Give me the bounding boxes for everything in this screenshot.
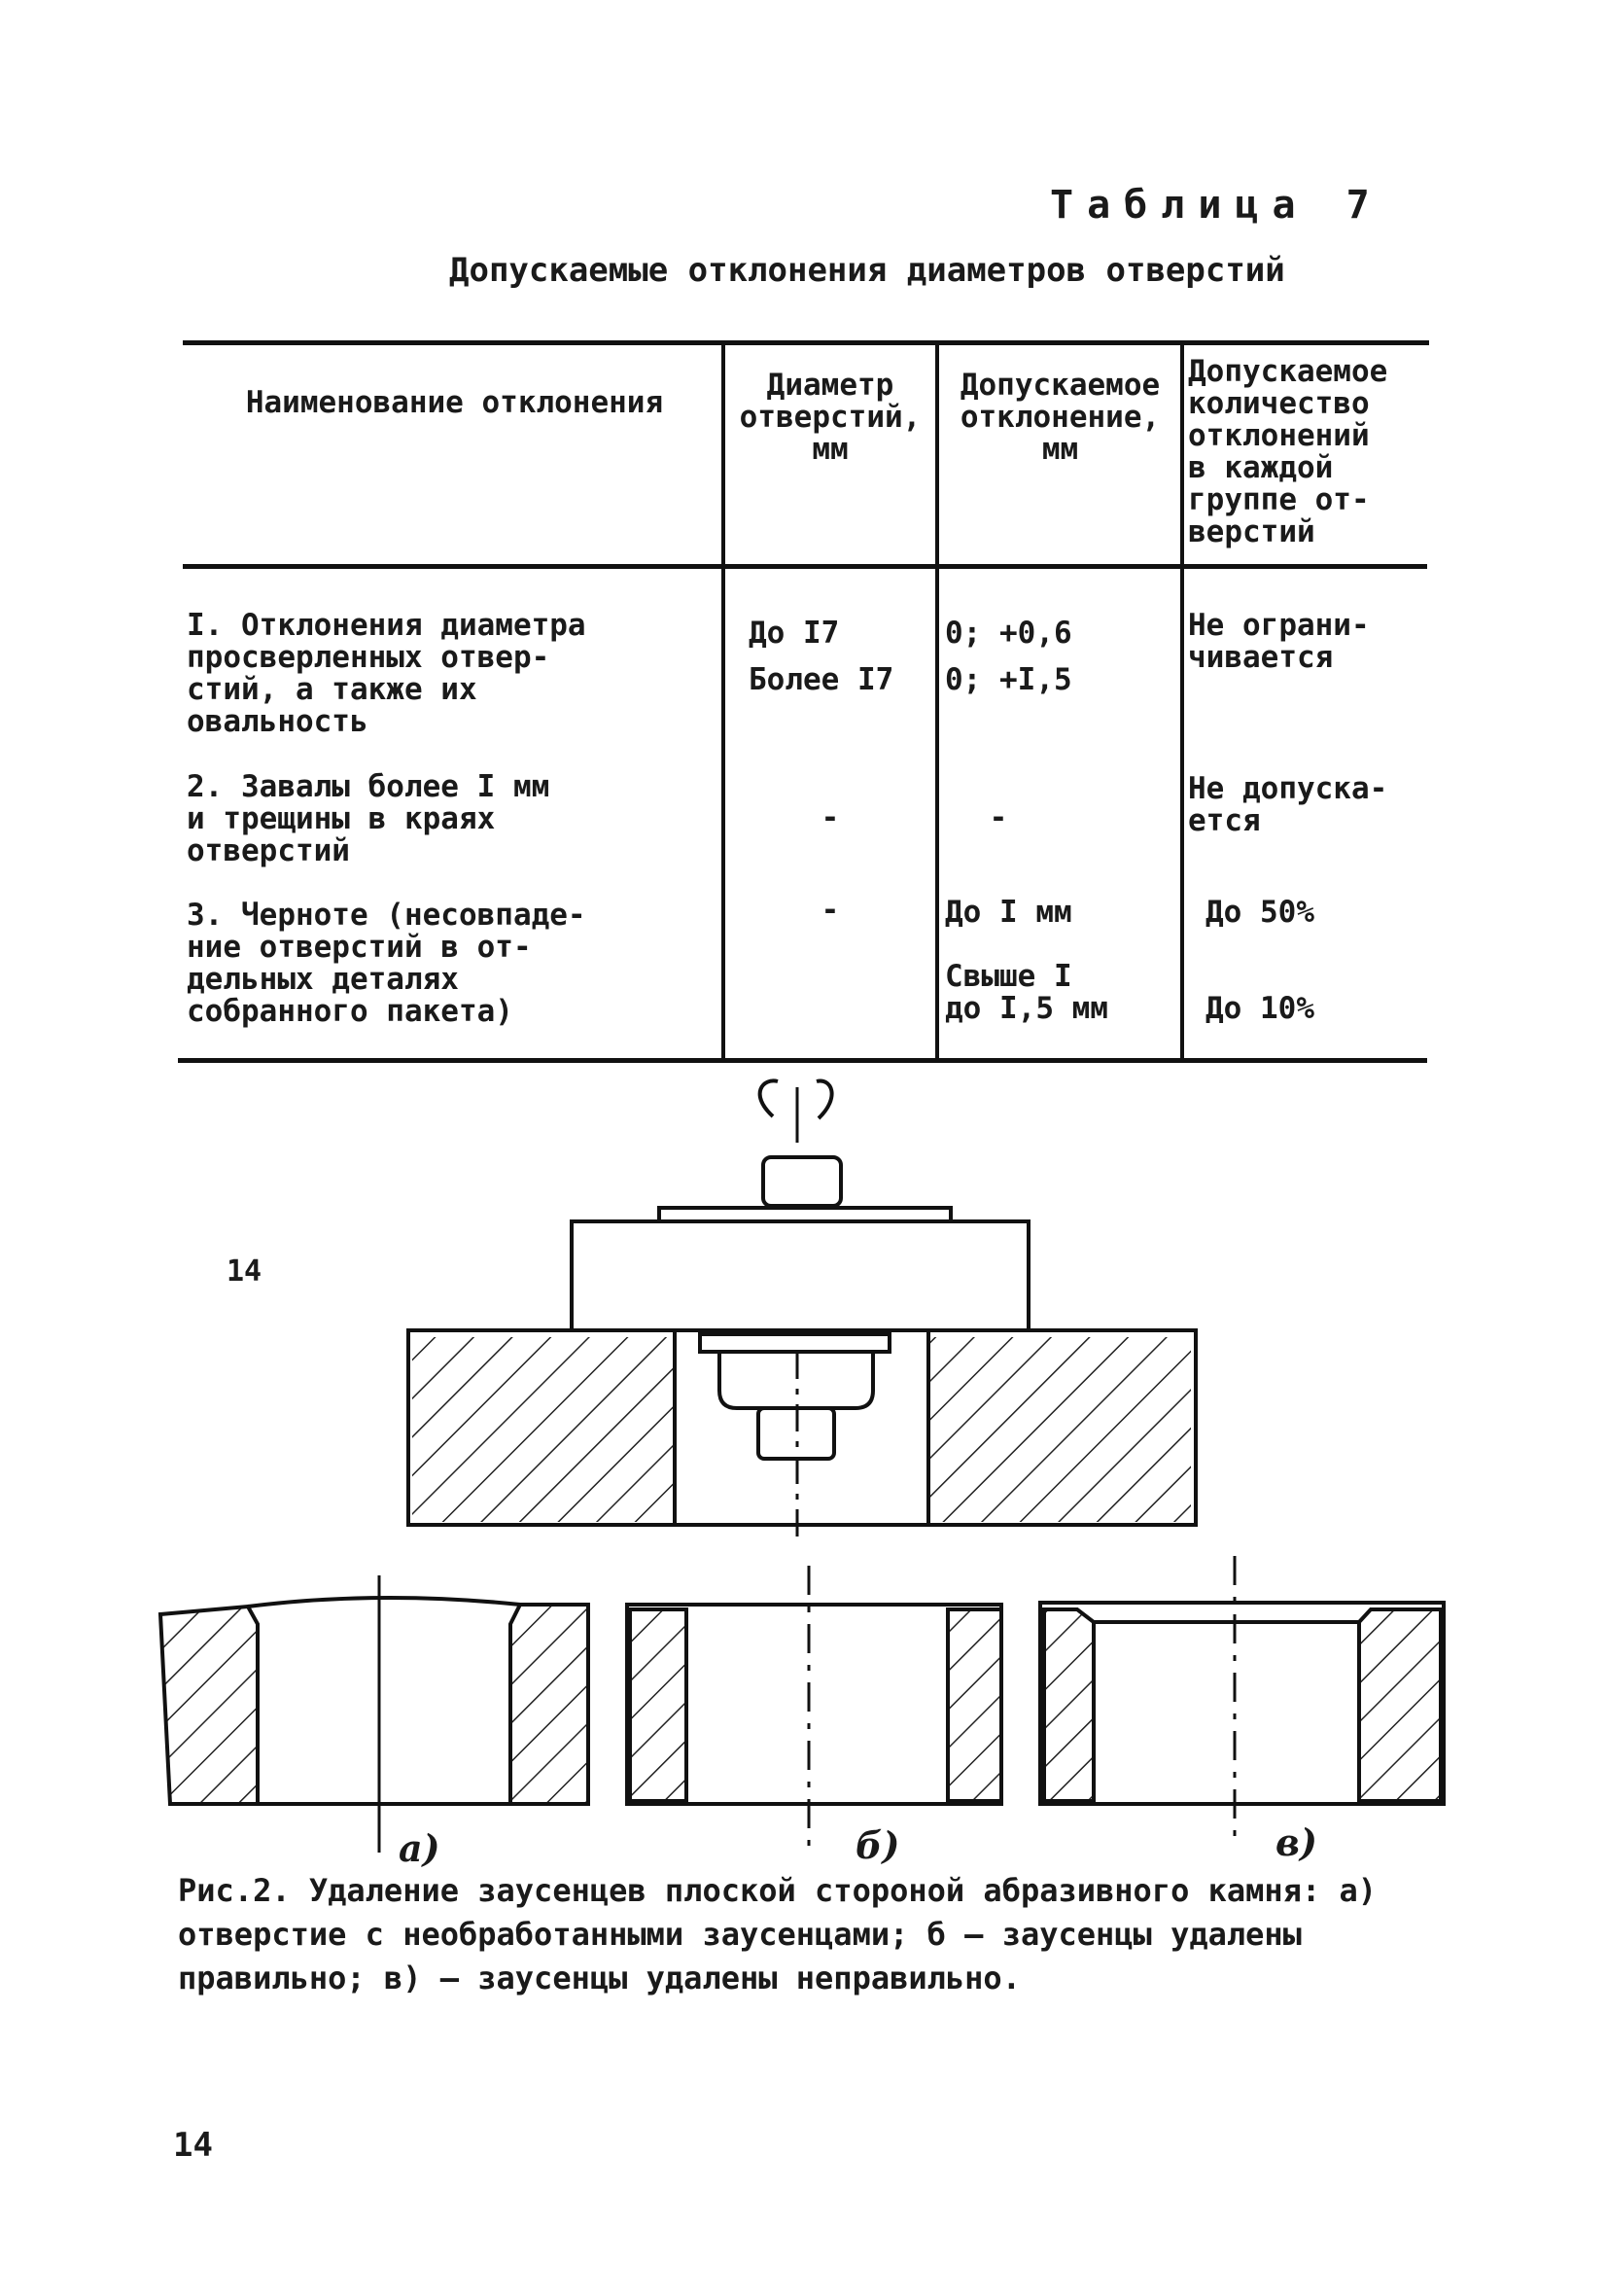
header-allowed-deviation: Допускаемое отклонение, мм [960, 368, 1161, 467]
header-allowed-count: Допускаемое количество отклонений в каждой группе от- верстий [1188, 354, 1388, 549]
stray-page-mark: 14 [227, 1254, 262, 1289]
page-number: 14 [173, 2126, 213, 2165]
figure-caption [178, 1869, 1461, 2000]
figure-label-c: в) [1275, 1820, 1317, 1864]
figure-b-burrs-removed-correctly [627, 1566, 1001, 1848]
header-deviation-name: Наименование отклонения [245, 385, 664, 420]
row-3-deviation: До I мм Свыше I до I,5 мм [945, 895, 1108, 1026]
figure-caption-text: Удаление заусенцев плоской стороной абразивного камня: а) отверстие с необработанными заусенцами; б – заусенцы удалены правильно; в) – заусенцы удалены неправильно. [178, 1872, 1377, 1996]
table-title: Допускаемые отклонения диаметров отверстий [449, 251, 1285, 290]
row-2-diameter: - [821, 800, 840, 835]
figure-label-a: а) [399, 1826, 440, 1870]
row-3-diameter: - [821, 893, 840, 928]
figure-c-burrs-removed-incorrectly [1040, 1556, 1444, 1848]
abrasive-tool-assembly [408, 1080, 1196, 1546]
table-number-label: Таблица 7 [1050, 183, 1383, 228]
row-2-name: 2. Завалы более I мм и трещины в краях отверстий [187, 769, 550, 868]
figure-a-hole-with-burrs [160, 1575, 588, 1853]
row-1-count: Не ограни- чивается [1188, 608, 1370, 675]
row-3-count: До 50% До 10% [1205, 895, 1314, 1026]
row-1-diameter: До I7 Более I7 [749, 616, 894, 697]
row-2-deviation: - [989, 800, 1008, 835]
row-1-name: I. Отклонения диаметра просверленных отвер- стий, а также их овальность [187, 608, 586, 739]
row-3-name: 3. Черноте (несовпаде- ние отверстий в от- дельных деталях собранного пакета) [187, 898, 586, 1029]
figure-label-b: б) [856, 1823, 900, 1867]
row-1-deviation: 0; +0,6 0; +I,5 [945, 616, 1072, 697]
figure-caption-label: Рис.2. [178, 1872, 291, 1909]
row-2-count: Не допуска- ется [1188, 771, 1388, 838]
header-hole-diameter: Диаметр отверстий, мм [739, 368, 922, 467]
